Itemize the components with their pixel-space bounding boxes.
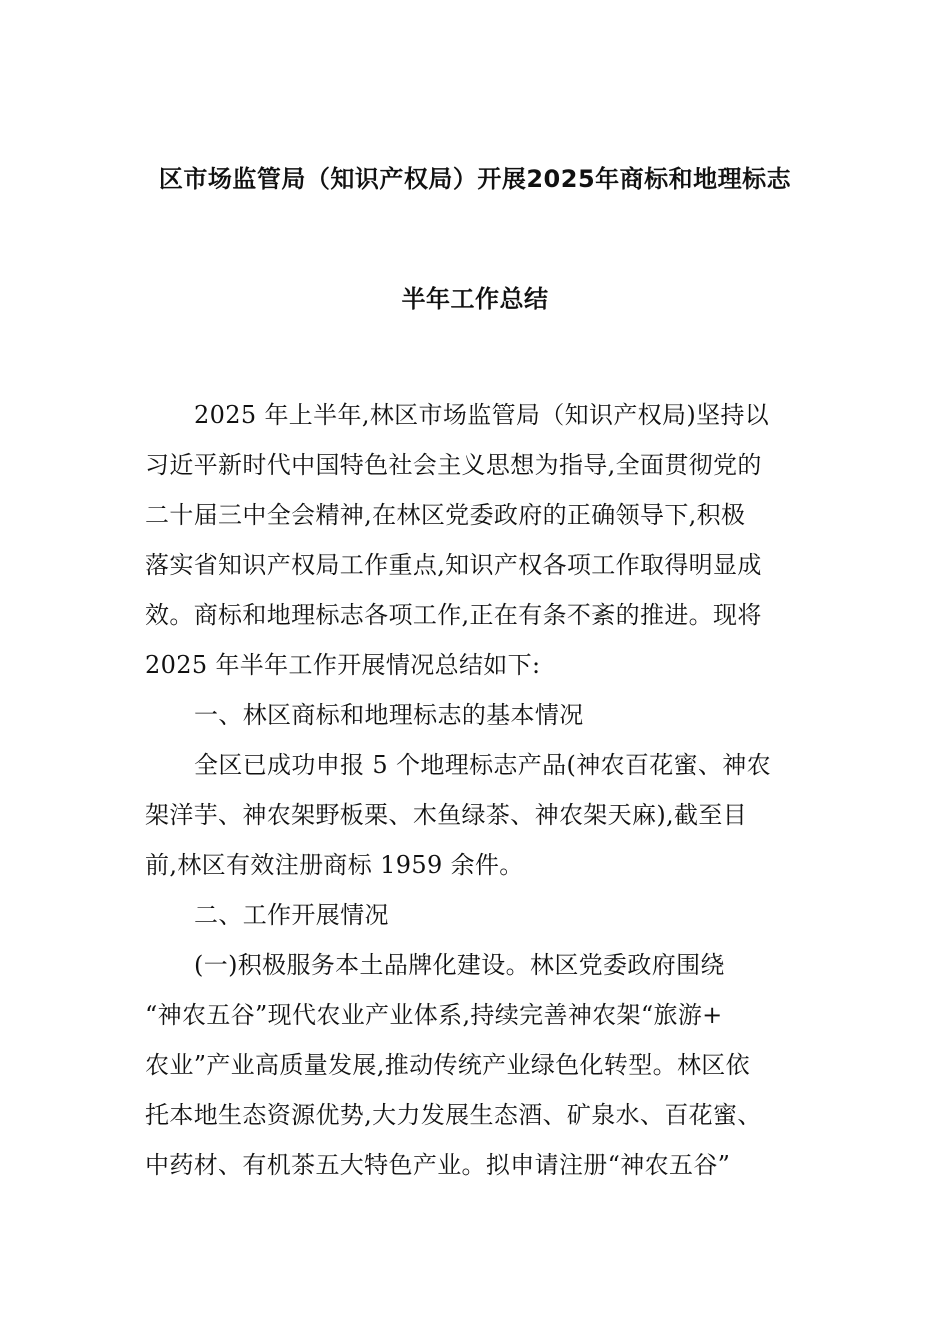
paragraph-line: 架洋芋、神农架野板栗、木鱼绿茶、神农架天麻),截至目 (145, 801, 748, 829)
paragraph-line: 全区已成功申报 5 个地理标志产品(神农百花蜜、神农 (194, 751, 771, 779)
paragraph-line: 前,林区有效注册商标 1959 余件。 (145, 851, 524, 879)
document-title: 区市场监管局（知识产权局）开展2025年商标和地理标志 (158, 165, 792, 193)
paragraph-line: 落实省知识产权局工作重点,知识产权各项工作取得明显成 (145, 551, 762, 579)
paragraph-line: 中药材、有机茶五大特色产业。拟申请注册“神农五谷” (145, 1151, 731, 1179)
paragraph-line: 二十届三中全会精神,在林区党委政府的正确领导下,积极 (145, 501, 746, 529)
paragraph-line: 2025 年上半年,林区市场监管局（知识产权局)坚持以 (194, 401, 770, 429)
section-heading: 一、林区商标和地理标志的基本情况 (194, 701, 584, 729)
paragraph-line: 习近平新时代中国特色社会主义思想为指导,全面贯彻党的 (145, 451, 762, 479)
paragraph-line: 效。商标和地理标志各项工作,正在有条不紊的推进。现将 (145, 601, 762, 629)
paragraph-line: (一)积极服务本土品牌化建设。林区党委政府围绕 (194, 951, 725, 979)
section-heading: 二、工作开展情况 (194, 901, 389, 929)
paragraph-line: 托本地生态资源优势,大力发展生态酒、矿泉水、百花蜜、 (145, 1101, 762, 1129)
paragraph-line: 农业”产业高质量发展,推动传统产业绿色化转型。林区依 (145, 1051, 750, 1079)
document-subtitle: 半年工作总结 (401, 285, 549, 313)
paragraph-line: “神农五谷”现代农业产业体系,持续完善神农架“旅游+ (145, 1001, 723, 1029)
paragraph-line: 2025 年半年工作开展情况总结如下: (145, 651, 541, 679)
